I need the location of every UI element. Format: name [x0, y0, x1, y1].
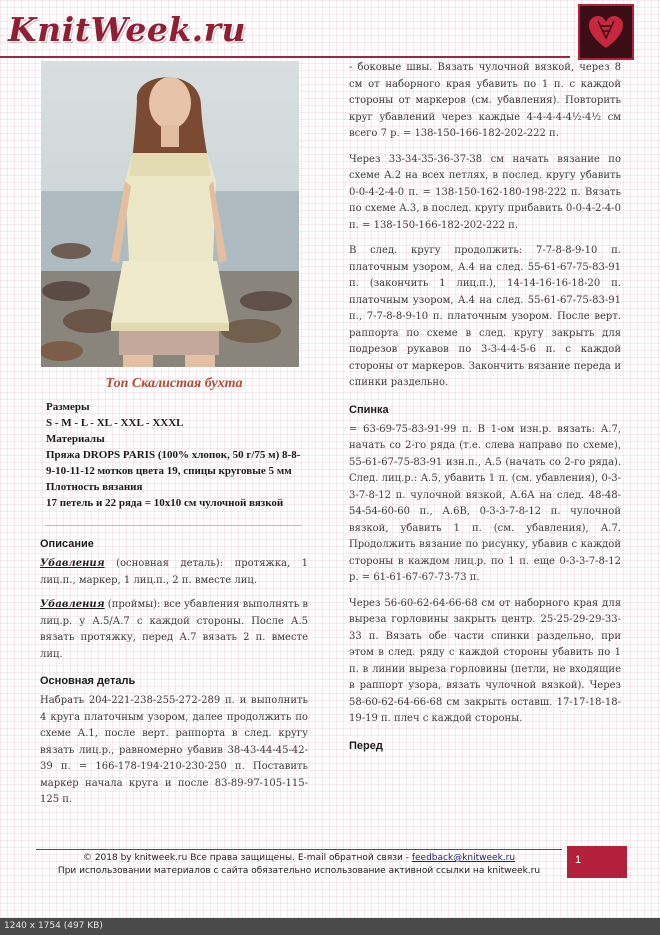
decrease-main-text: (основная деталь): протяжка, 1 лиц.п., маркер, 1 лиц.п., 2 п. вместе лиц.: [40, 558, 308, 586]
gauge-label: Плотность вязания: [46, 481, 143, 493]
pattern-info-box: [46, 399, 302, 526]
front-heading: Перед: [349, 739, 383, 752]
paragraph-neckline: Через 56-60-62-64-66-68 см от наборного края для выреза горловины закрыть центр. 25-25-29-29-33-33 п. Вязать обе части спинки раздельно, при этом в след. ряду с каждой стороны убавить по 1 п. в линии выреза горловины (петли, не входящие в раппорт узора, вязать чулочной вязкой). Через 58-60-62-64-66-68 см закрыть оставш. 17-17-18-18-19-19 п. плеч с каждой стороны.: [349, 597, 621, 724]
sizes-value: S - M - L - XL - XXL - XXXL: [46, 417, 184, 429]
copyright-text: © 2018 by knitweek.ru Все права защищены. E-mail обратной связи -: [82, 853, 412, 863]
left-column: [40, 372, 308, 817]
gauge-value: 17 петель и 22 ряда = 10x10 см чулочной вязкой: [46, 497, 284, 509]
site-logo[interactable]: KnitWeek.ru: [8, 10, 247, 49]
paragraph-chart-a2: Через 33-34-35-36-37-38 см начать вязание по схеме А.2 на всех петлях, в послед. кругу убавить 0-0-4-2-4-0 п. = 138-150-162-180-198-222 п. Вязать по схеме А.3, в послед. кругу прибавить 0-0-4-2-4-0 п. = 138-150-166-182-202-222 п.: [349, 153, 621, 231]
pattern-title: Топ Скалистая бухта: [105, 376, 243, 391]
main-part-text: Набрать 204-221-238-255-272-289 п. и выполнить 4 круга платочным узором, далее продолжить по схеме А.1, после верт. раппорта в след. кругу вязать лиц.р., равномерно убавив 38-43-44-45-42-39 п. = 166-178-194-210-230-250 п. Поставить маркер начала круга и после 83-89-97-105-115-125 п.: [40, 695, 308, 805]
decrease-term: Убавления: [40, 599, 105, 610]
copyright-line: [36, 852, 562, 865]
header: [0, 0, 660, 58]
model-photo: [41, 61, 299, 367]
usage-notice: При использовании материалов с сайта обязательно использование активной ссылки на knitweek.ru: [57, 866, 541, 876]
back-heading: Спинка: [349, 403, 389, 416]
decrease-armhole-paragraph: [40, 597, 308, 663]
sizes-label: Размеры: [46, 401, 90, 413]
footer-divider: [36, 849, 562, 850]
image-info-status-bar: 1240 x 1754 (497 KB): [0, 918, 660, 935]
paragraph-side-seams: - боковые швы. Вязать чулочной вязкой, через 8 см от наборного края убавить по 1 п. с каждой стороны от маркеров (см. убавления). Повторить круг убавлений через каждые 4-4-4-4-4½-4½ см всего 7 р. = 138-150-166-182-202-222 п.: [349, 62, 621, 139]
right-column: [349, 60, 621, 758]
header-divider: [0, 56, 570, 58]
paragraph-back: = 63-69-75-83-91-99 п. В 1-ом изн.р. вязать: А.7, начать со 2-го ряда (т.е. слева направо по схеме), 55-61-67-75-83-91 изн.п., А.5 (начать со 2-го ряда). След. лиц.р.: А.5, убавить 1 п. (см. убавления), 0-3-3-7-8-12 п. чулочной вязкой, А.6А на след. 48-48-54-54-60-60 п., А.6В, 0-3-3-7-8-12 п. чулочной вязкой, убавить 1 п. (см. убавления), А.7. Продолжить вязание по рисунку, убавив с каждой стороны в каждом лиц.р. по 1 п. еще 0-3-3-7-8-12 р. = 61-61-67-67-73-73 п.: [349, 423, 621, 583]
main-part-heading: Основная деталь: [40, 675, 136, 687]
footer: [36, 852, 562, 878]
feedback-email-link[interactable]: feedback@knitweek.ru: [411, 853, 516, 863]
materials-value: Пряжа DROPS PARIS (100% хлопок, 50 г/75 м) 8-8-9-10-11-12 мотков цвета 19, спицы круговые 5 мм: [46, 449, 301, 477]
heart-icon: [580, 6, 632, 58]
paragraph-next-round: В след. кругу продолжить: 7-7-8-8-9-10 п. платочным узором, А.4 на след. 55-61-67-75-83-91 п. (закончить 1 лиц.п.), 14-14-16-16-18-20 п. платочным узором, А.4 на след. 55-61-67-75-83-91 п., 7-7-8-8-9-10 п. платочным узором. После верт. раппорта по схеме в след. кругу закрыть для подрезов рукавов по 3-3-4-4-5-6 п. с каждой стороны от маркеров. Закончить вязание переда и спинки раздельно.: [349, 245, 621, 388]
decrease-armhole-text: (проймы): все убавления выполнять в лиц.р. у А.5/А.7 с каждой стороны. После А.5 вязать протяжку, перед А.7 вязать 2 п. вместе лиц.: [40, 599, 308, 660]
decrease-term: Убавления: [40, 558, 105, 569]
decrease-main-paragraph: [40, 556, 308, 589]
description-heading: Описание: [40, 538, 94, 550]
corner-logo: [578, 4, 634, 60]
materials-label: Материалы: [46, 433, 105, 445]
page-number-badge: 1: [567, 846, 627, 878]
